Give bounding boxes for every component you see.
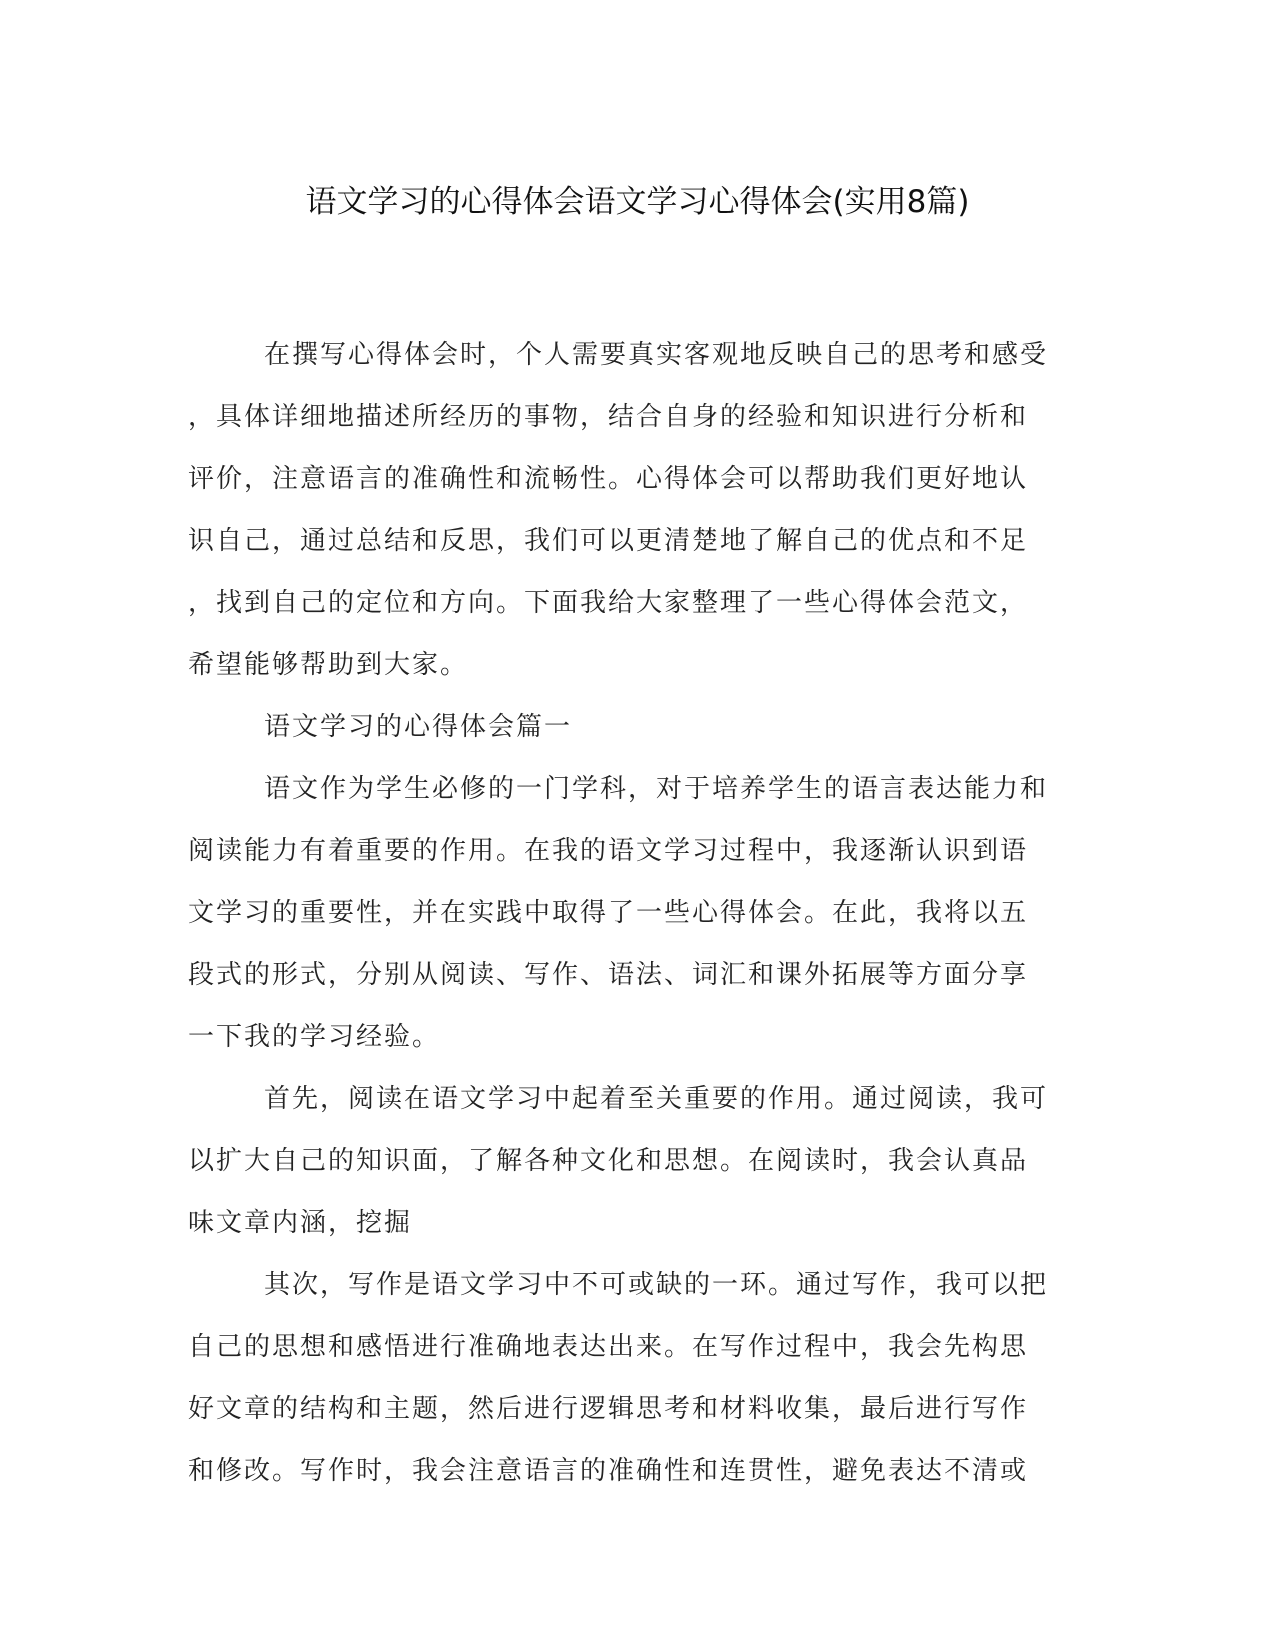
text-line: 阅读能力有着重要的作用。在我的语文学习过程中，我逐渐认识到语 [188,836,1029,866]
text-line: 语文学习的心得体会篇一 [264,712,573,742]
document-title: 语文学习的心得体会语文学习心得体会(实用8篇) [305,184,970,220]
text-line: 希望能够帮助到大家。 [188,650,469,680]
text-line: 在撰写心得体会时，个人需要真实客观地反映自己的思考和感受 [264,340,1049,370]
text-line: 好文章的结构和主题，然后进行逻辑思考和材料收集，最后进行写作 [188,1394,1029,1424]
text-line: 评价，注意语言的准确性和流畅性。心得体会可以帮助我们更好地认 [188,464,1029,494]
text-line: 段式的形式，分别从阅读、写作、语法、词汇和课外拓展等方面分享 [188,960,1029,990]
text-line: ，找到自己的定位和方向。下面我给大家整理了一些心得体会范文， [188,588,1029,618]
document-body [188,324,1068,1502]
text-line: 首先，阅读在语文学习中起着至关重要的作用。通过阅读，我可 [264,1084,1049,1114]
text-line: 识自己，通过总结和反思，我们可以更清楚地了解自己的优点和不足 [188,526,1029,556]
text-line: 以扩大自己的知识面，了解各种文化和思想。在阅读时，我会认真品 [188,1146,1029,1176]
text-line: 和修改。写作时，我会注意语言的准确性和连贯性，避免表达不清或 [188,1456,1029,1486]
text-line: 味文章内涵，挖掘 [188,1208,413,1238]
text-line: 一下我的学习经验。 [188,1022,441,1052]
text-line: 文学习的重要性，并在实践中取得了一些心得体会。在此，我将以五 [188,898,1029,928]
text-line: ，具体详细地描述所经历的事物，结合自身的经验和知识进行分析和 [188,402,1029,432]
text-line: 自己的思想和感悟进行准确地表达出来。在写作过程中，我会先构思 [188,1332,1029,1362]
text-line: 语文作为学生必修的一门学科，对于培养学生的语言表达能力和 [264,774,1049,804]
text-line: 其次，写作是语文学习中不可或缺的一环。通过写作，我可以把 [264,1270,1049,1300]
